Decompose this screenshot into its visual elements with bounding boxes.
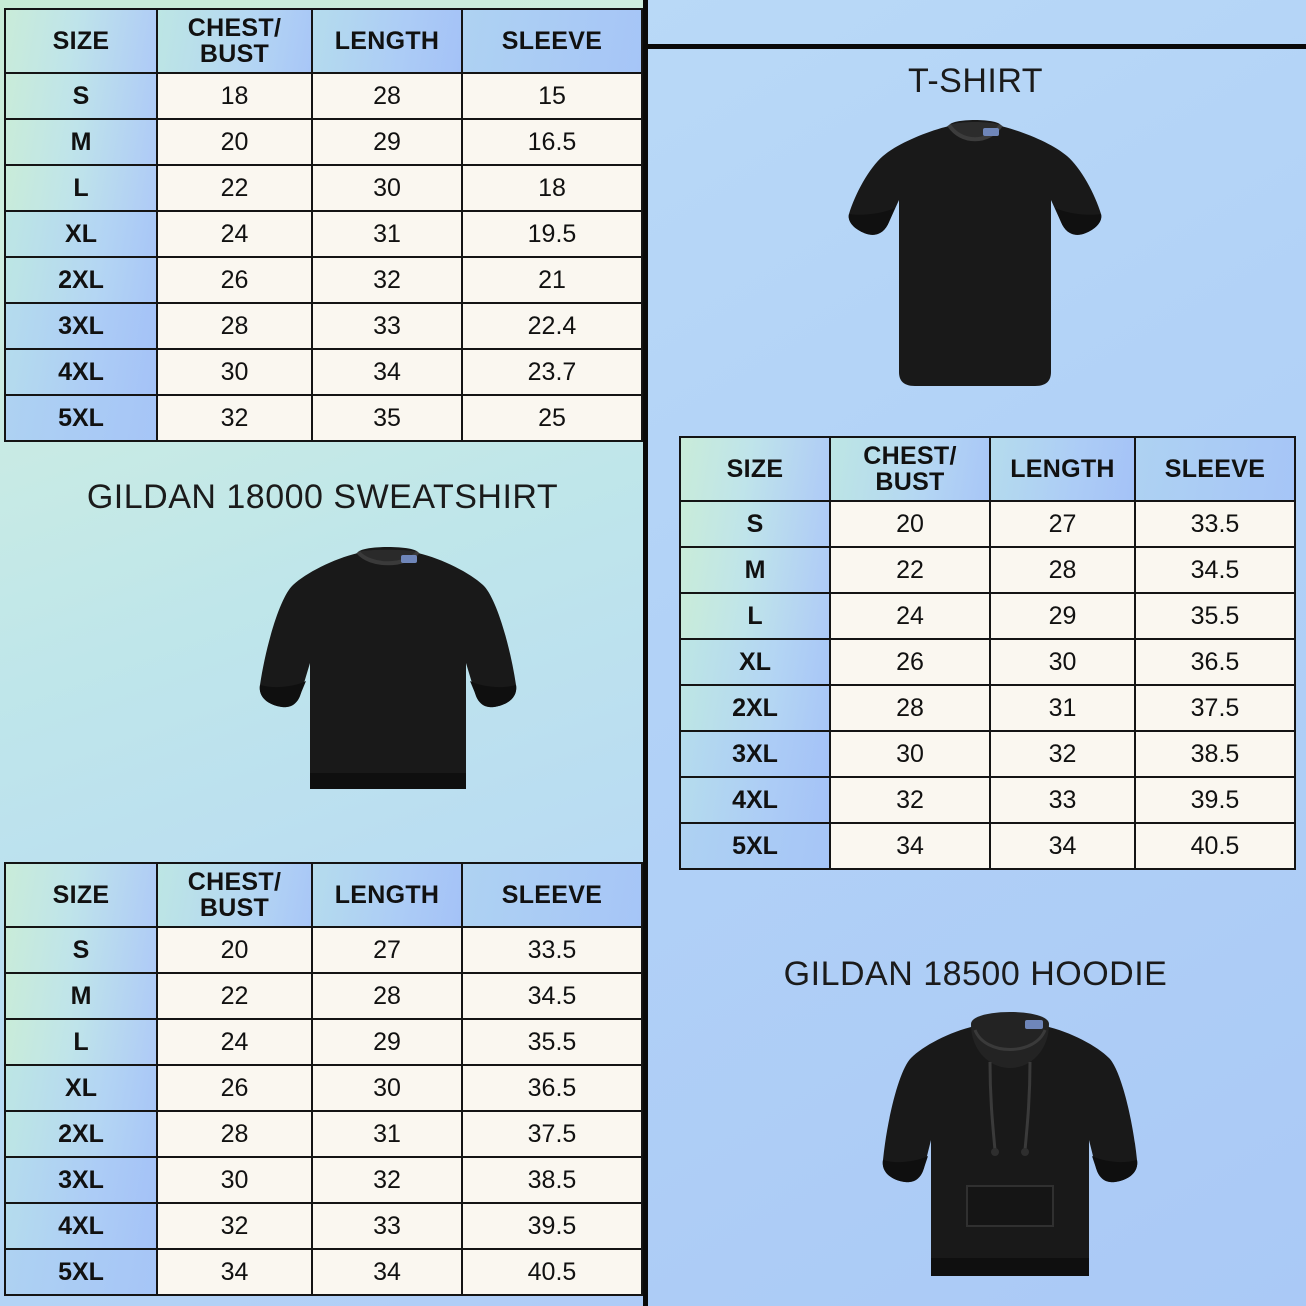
cell-length: 33 [312, 303, 462, 349]
cell-chest: 28 [830, 685, 990, 731]
cell-length: 30 [312, 165, 462, 211]
cell-chest: 30 [157, 349, 312, 395]
table-row [5, 349, 642, 395]
table-row [680, 639, 1295, 685]
cell-chest: 20 [157, 927, 312, 973]
column-header-length: LENGTH [990, 437, 1135, 501]
cell-size: M [5, 119, 157, 165]
column-header-chest [157, 9, 312, 73]
hoodie-size-table [4, 862, 643, 1296]
cell-size: L [5, 1019, 157, 1065]
cell-size: 3XL [680, 731, 830, 777]
cell-size: M [680, 547, 830, 593]
tshirt-heading: T-SHIRT [907, 62, 1044, 100]
cell-chest: 28 [157, 303, 312, 349]
column-header-size: SIZE [5, 863, 157, 927]
table-row [5, 119, 642, 165]
table-row [5, 73, 642, 119]
cell-chest: 26 [830, 639, 990, 685]
sweatshirt-heading: GILDAN 18000 SWEATSHIRT [86, 478, 559, 516]
cell-chest: 32 [157, 395, 312, 441]
tshirt-image [845, 110, 1105, 410]
cell-sleeve: 36.5 [1135, 639, 1295, 685]
cell-size: S [5, 927, 157, 973]
cell-size: L [5, 165, 157, 211]
cell-length: 29 [990, 593, 1135, 639]
column-header-size: SIZE [680, 437, 830, 501]
cell-size: XL [5, 211, 157, 257]
table-row [5, 1111, 642, 1157]
cell-sleeve: 35.5 [1135, 593, 1295, 639]
cell-size: 3XL [5, 303, 157, 349]
cell-length: 35 [312, 395, 462, 441]
cell-chest: 34 [157, 1249, 312, 1295]
column-header-size: SIZE [5, 9, 157, 73]
cell-chest: 32 [830, 777, 990, 823]
table-row [680, 685, 1295, 731]
cell-length: 33 [312, 1203, 462, 1249]
cell-sleeve: 37.5 [462, 1111, 642, 1157]
cell-length: 29 [312, 119, 462, 165]
cell-size: 5XL [5, 1249, 157, 1295]
cell-size: XL [5, 1065, 157, 1111]
cell-sleeve: 34.5 [1135, 547, 1295, 593]
cell-chest: 24 [157, 211, 312, 257]
cell-size: 2XL [5, 257, 157, 303]
column-header-chest [830, 437, 990, 501]
cell-sleeve: 37.5 [1135, 685, 1295, 731]
sweatshirt-image [238, 535, 538, 815]
cell-sleeve: 15 [462, 73, 642, 119]
column-header-length: LENGTH [312, 9, 462, 73]
cell-size: 4XL [680, 777, 830, 823]
cell-chest: 22 [157, 973, 312, 1019]
column-header-chest [157, 863, 312, 927]
cell-sleeve: 38.5 [462, 1157, 642, 1203]
column-header-sleeve: SLEEVE [462, 863, 642, 927]
cell-sleeve: 23.7 [462, 349, 642, 395]
table-row [5, 1157, 642, 1203]
cell-length: 34 [312, 349, 462, 395]
cell-length: 34 [312, 1249, 462, 1295]
chest-label-line2: BUST [199, 40, 270, 68]
cell-length: 30 [990, 639, 1135, 685]
cell-size: L [680, 593, 830, 639]
table-row [5, 1203, 642, 1249]
cell-sleeve: 36.5 [462, 1065, 642, 1111]
cell-size: 5XL [680, 823, 830, 869]
table-row [680, 777, 1295, 823]
cell-length: 31 [312, 1111, 462, 1157]
chest-label-line1: CHEST/ [187, 13, 282, 42]
cell-sleeve: 39.5 [462, 1203, 642, 1249]
hoodie-heading: GILDAN 18500 HOODIE [783, 955, 1168, 993]
cell-length: 27 [990, 501, 1135, 547]
cell-chest: 24 [157, 1019, 312, 1065]
cell-chest: 24 [830, 593, 990, 639]
table-header-row [5, 863, 642, 927]
cell-chest: 26 [157, 257, 312, 303]
cell-size: 4XL [5, 1203, 157, 1249]
cell-length: 33 [990, 777, 1135, 823]
cell-sleeve: 34.5 [462, 973, 642, 1019]
cell-chest: 20 [157, 119, 312, 165]
cell-chest: 20 [830, 501, 990, 547]
cell-sleeve: 40.5 [1135, 823, 1295, 869]
table-row [5, 973, 642, 1019]
table-row [5, 165, 642, 211]
cell-chest: 26 [157, 1065, 312, 1111]
cell-length: 28 [312, 73, 462, 119]
cell-sleeve: 33.5 [462, 927, 642, 973]
column-header-sleeve: SLEEVE [462, 9, 642, 73]
cell-chest: 34 [830, 823, 990, 869]
cell-chest: 28 [157, 1111, 312, 1157]
table-row [680, 593, 1295, 639]
table-row [5, 1065, 642, 1111]
cell-length: 27 [312, 927, 462, 973]
table-row [5, 303, 642, 349]
cell-size: S [680, 501, 830, 547]
table-row [680, 731, 1295, 777]
cell-chest: 32 [157, 1203, 312, 1249]
cell-sleeve: 22.4 [462, 303, 642, 349]
horizontal-divider [645, 44, 1306, 49]
cell-size: 2XL [680, 685, 830, 731]
table-row [680, 547, 1295, 593]
cell-sleeve: 33.5 [1135, 501, 1295, 547]
table-row [680, 501, 1295, 547]
cell-length: 31 [990, 685, 1135, 731]
chest-label-line1: CHEST/ [863, 441, 957, 470]
vertical-divider [643, 0, 648, 1306]
cell-size: 4XL [5, 349, 157, 395]
cell-sleeve: 19.5 [462, 211, 642, 257]
table-row [5, 927, 642, 973]
cell-length: 32 [312, 1157, 462, 1203]
table-row [680, 823, 1295, 869]
cell-length: 31 [312, 211, 462, 257]
table-row [5, 257, 642, 303]
cell-sleeve: 39.5 [1135, 777, 1295, 823]
cell-length: 32 [312, 257, 462, 303]
table-row [5, 1249, 642, 1295]
cell-sleeve: 16.5 [462, 119, 642, 165]
cell-length: 30 [312, 1065, 462, 1111]
cell-size: XL [680, 639, 830, 685]
cell-size: 3XL [5, 1157, 157, 1203]
table-row [5, 211, 642, 257]
cell-chest: 30 [157, 1157, 312, 1203]
tshirt-size-table [4, 8, 643, 442]
cell-size: S [5, 73, 157, 119]
cell-length: 32 [990, 731, 1135, 777]
cell-length: 29 [312, 1019, 462, 1065]
cell-chest: 18 [157, 73, 312, 119]
cell-chest: 22 [830, 547, 990, 593]
table-row [5, 1019, 642, 1065]
table-row [5, 395, 642, 441]
chest-label-line2: BUST [199, 894, 270, 922]
cell-sleeve: 40.5 [462, 1249, 642, 1295]
cell-chest: 30 [830, 731, 990, 777]
cell-size: 5XL [5, 395, 157, 441]
cell-sleeve: 18 [462, 165, 642, 211]
table-header-row [5, 9, 642, 73]
cell-sleeve: 35.5 [462, 1019, 642, 1065]
hoodie-image [875, 1000, 1145, 1300]
column-header-length: LENGTH [312, 863, 462, 927]
cell-length: 34 [990, 823, 1135, 869]
cell-sleeve: 25 [462, 395, 642, 441]
sweatshirt-size-table [679, 436, 1296, 870]
cell-chest: 22 [157, 165, 312, 211]
cell-size: 2XL [5, 1111, 157, 1157]
cell-sleeve: 38.5 [1135, 731, 1295, 777]
cell-size: M [5, 973, 157, 1019]
column-header-sleeve: SLEEVE [1135, 437, 1295, 501]
cell-length: 28 [990, 547, 1135, 593]
chest-label-line1: CHEST/ [187, 867, 282, 896]
cell-length: 28 [312, 973, 462, 1019]
cell-sleeve: 21 [462, 257, 642, 303]
table-header-row [680, 437, 1295, 501]
chest-label-line2: BUST [875, 468, 945, 496]
